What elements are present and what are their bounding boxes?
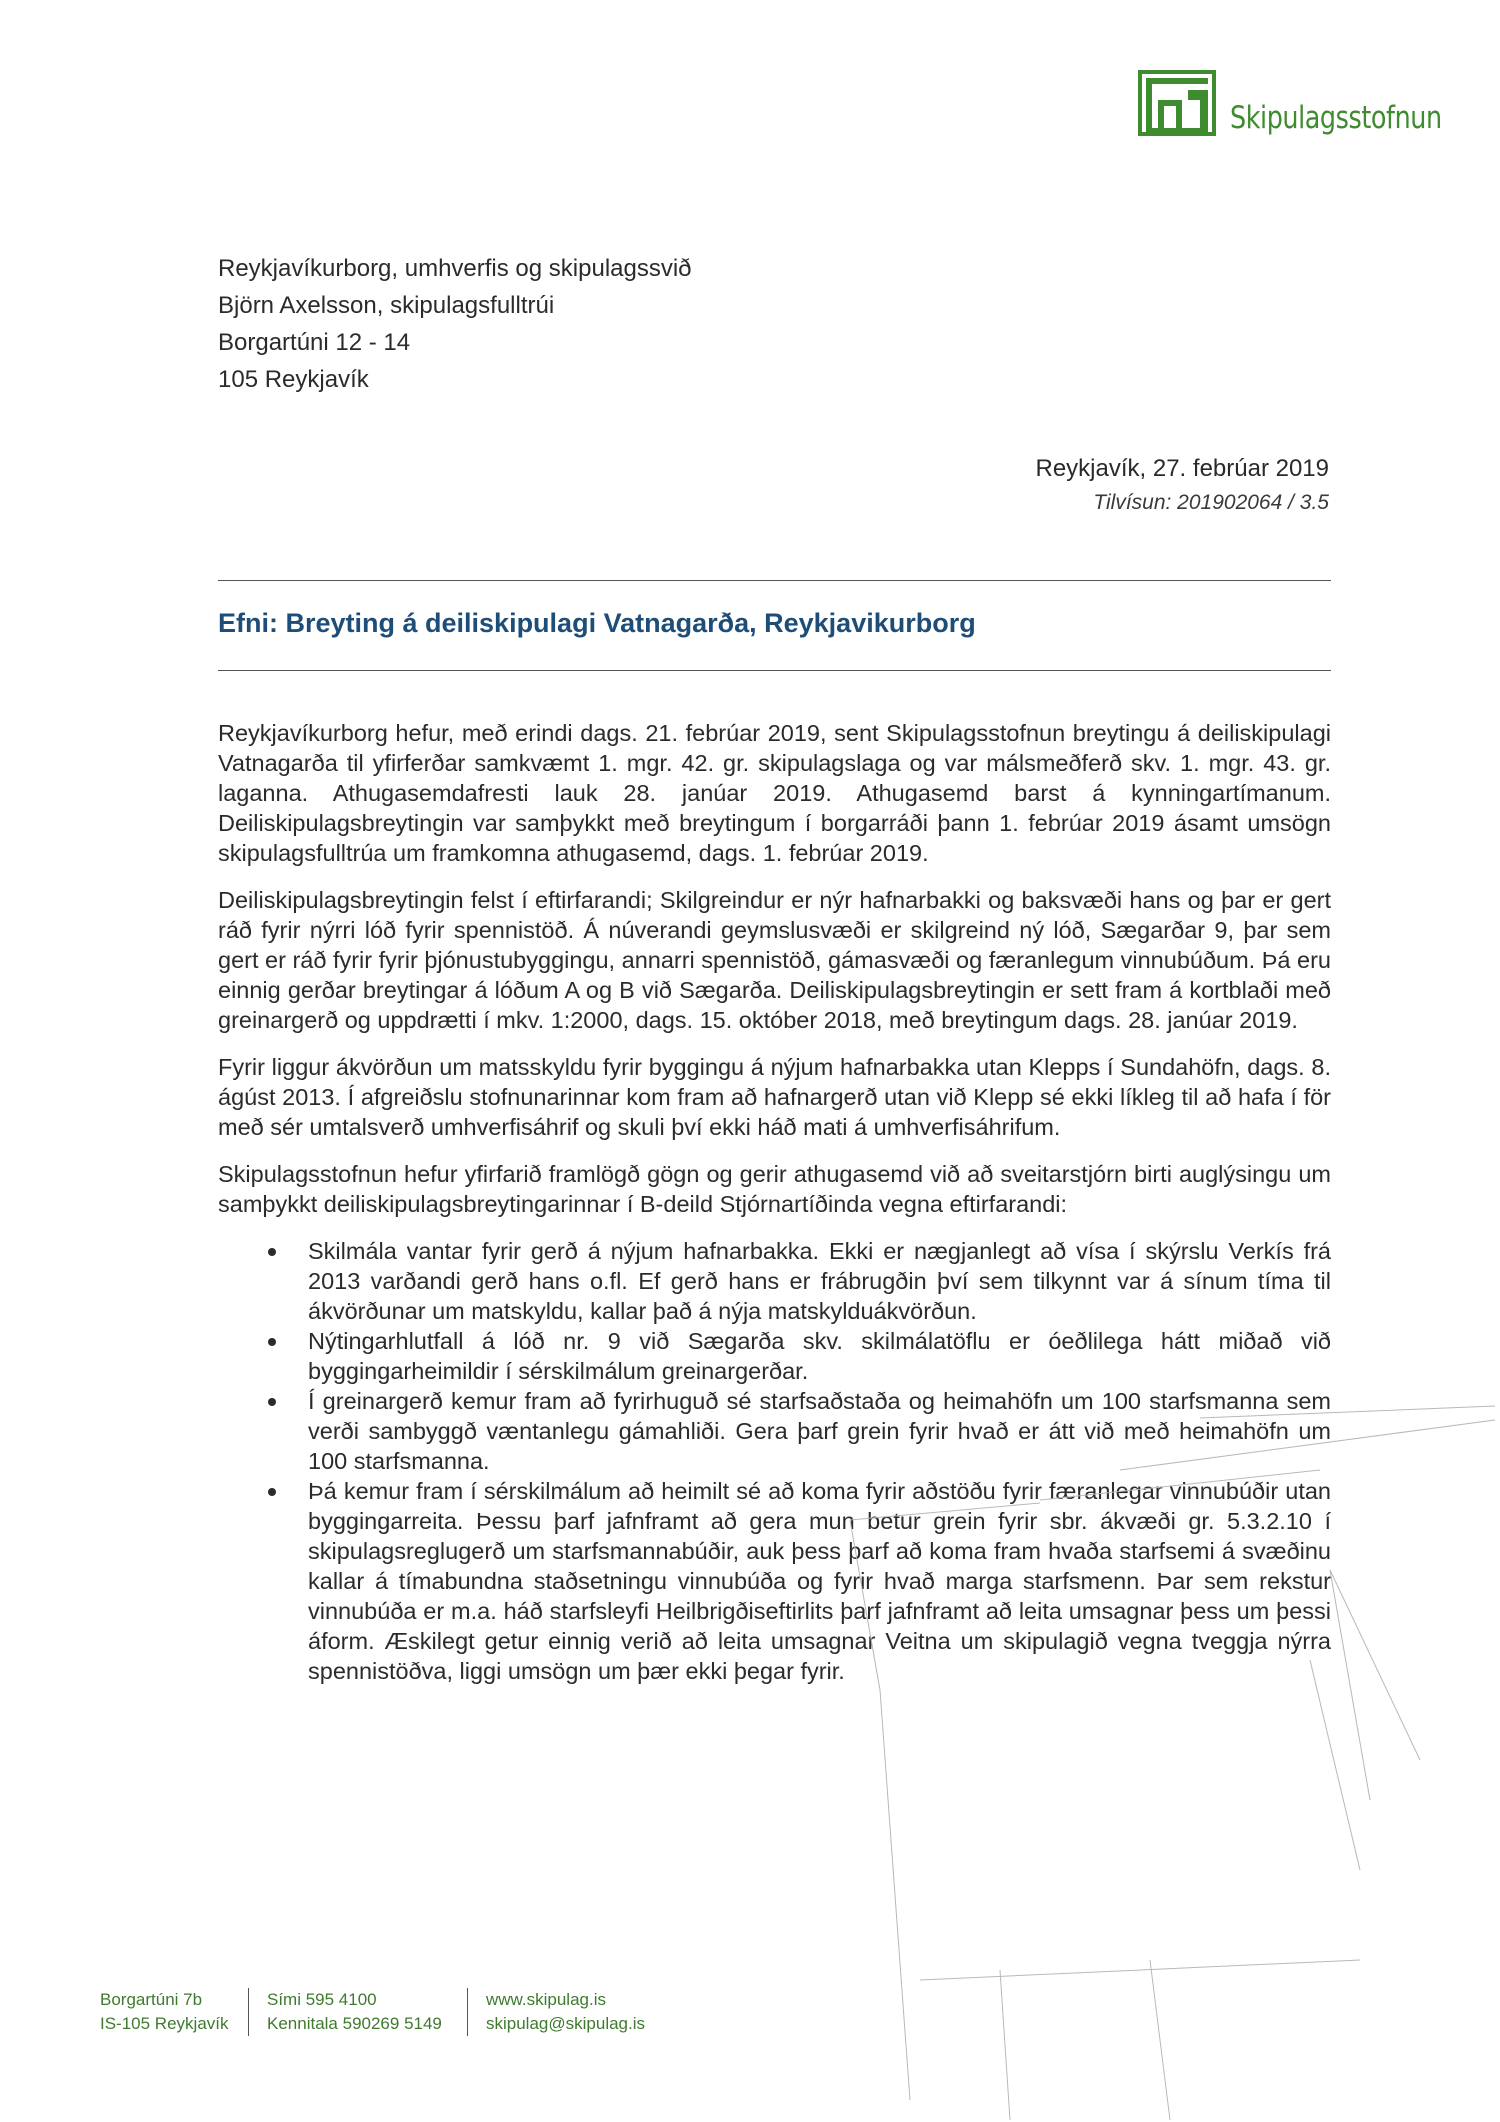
recipient-line: 105 Reykjavík bbox=[218, 366, 369, 393]
footer bbox=[100, 1988, 665, 2036]
footer-web bbox=[467, 1988, 665, 2036]
footer-website-link[interactable]: www.skipulag.is bbox=[486, 1990, 606, 2009]
list-item: Nýtingarhlutfall á lóð nr. 9 við Sægarða skv. skilmálatöflu er óeðlilega hátt miðað við byggingarheimildir í sérskilmálum greinargerðar. bbox=[218, 1326, 1331, 1386]
paragraph: Deiliskipulagsbreytingin felst í eftirfarandi; Skilgreindur er nýr hafnarbakki og baksvæði hans og þar er gert ráð fyrir nýrri lóð fyrir spennistöð. Á núverandi geymslusvæði er skilgreind ný lóð, Sægarðar 9, þar sem gert er ráð fyrir fyrir þjónustubyggingu, annarri spennistöð, gámasvæði og færanlegum vinnubúðum. Þá eru einnig gerðar breytingar á lóðum A og B við Sægarða. Deiliskipulagsbreytingin er sett fram á kortblaði með greinargerð og uppdrætti í mkv. 1:2000, dags. 15. október 2018, með breytingum dags. 28. janúar 2019. bbox=[218, 887, 1331, 1033]
recipient-line: Björn Axelsson, skipulagsfulltrúi bbox=[218, 292, 555, 319]
divider bbox=[218, 580, 1331, 581]
footer-text: IS-105 Reykjavík bbox=[100, 2014, 229, 2033]
letter-body bbox=[218, 718, 1331, 1686]
list-item: Þá kemur fram í sérskilmálum að heimilt sé að koma fyrir aðstöðu fyrir færanlegar vinnubúðir utan byggingarreita. Þessu þarf jafnframt að gera mun betur grein fyrir sbr. ákvæði gr. 5.3.2.10 í skipulagsreglugerð um starfsmannabúðir, auk þess þarf að koma fram hvaða starfsemi á svæðinu kallar á tímabundna staðsetningu vinnubúða og fyrir hvað marga starfsmenn. Þar sem rekstur vinnubúða er m.a. háð starfsleyfi Heilbrigðiseftirlits þarf jafnframt að leita umsagnar þess um þessi áform. Æskilegt getur einnig verið að leita umsagnar Veitna um skipulagið vegna tveggja nýrra spennistöðva, liggi umsögn um þær ekki þegar fyrir. bbox=[218, 1476, 1331, 1686]
recipient-line: Reykjavíkurborg, umhverfis og skipulagssvið bbox=[218, 255, 692, 282]
recipient-line: Borgartúni 12 - 14 bbox=[218, 329, 411, 356]
list-item: Skilmála vantar fyrir gerð á nýjum hafnarbakka. Ekki er nægjanlegt að vísa í skýrslu Verkís frá 2013 varðandi gerð hans o.fl. Ef gerð hans er frábrugðin því sem tilkynnt var á sínum tíma til ákvörðunar um matskyldu, kallar það á nýja matskylduákvörðun. bbox=[218, 1236, 1331, 1326]
objection-list bbox=[218, 1236, 1331, 1686]
footer-phone: Sími 595 4100 bbox=[267, 1990, 377, 2009]
subject-line: Efni: Breyting á deiliskipulagi Vatnagarða, Reykjavikurborg bbox=[218, 608, 976, 638]
footer-text: Borgartúni 7b bbox=[100, 1990, 203, 2009]
paragraph: Reykjavíkurborg hefur, með erindi dags. 21. febrúar 2019, sent Skipulagsstofnun breytingu á deiliskipulagi Vatnagarða til yfirferðar samkvæmt 1. mgr. 42. gr. skipulagslaga og var málsmeðferð skv. 1. mgr. 43. gr. laganna. Athugasemdafresti lauk 28. janúar 2019. Athugasemd barst á kynningartímanum. Deiliskipulagsbreytingin var samþykkt með breytingum í borgarráði þann 1. febrúar 2019 ásamt umsögn skipulagsfulltrúa um framkomna athugasemd, dags. 1. febrúar 2019. bbox=[218, 720, 1331, 866]
footer-id: Kennitala 590269 5149 bbox=[267, 2014, 442, 2033]
divider bbox=[218, 670, 1331, 671]
logo-text: Skipulagsstofnun bbox=[1230, 100, 1442, 136]
reference-number: Tilvísun: 201902064 / 3.5 bbox=[1093, 491, 1329, 514]
footer-address bbox=[100, 1988, 248, 2036]
list-item: Í greinargerð kemur fram að fyrirhuguð sé starfsaðstaða og heimahöfn um 100 starfsmanna sem verði sambyggð væntanlegu gámahliði. Gera þarf grein fyrir hvað er átt við með heimahöfn um 100 starfsmanna. bbox=[218, 1386, 1331, 1476]
logo bbox=[1138, 70, 1488, 136]
recipient-address bbox=[218, 250, 692, 398]
skipulagsstofnun-logo-icon bbox=[1138, 70, 1216, 136]
paragraph: Skipulagsstofnun hefur yfirfarið framlögð gögn og gerir athugasemd við að sveitarstjórn birti auglýsingu um samþykkt deiliskipulagsbreytingarinnar í B-deild Stjórnartíðinda vegna eftirfarandi: bbox=[218, 1161, 1331, 1217]
footer-email-link[interactable]: skipulag@skipulag.is bbox=[486, 2014, 646, 2033]
date-block bbox=[1036, 452, 1330, 520]
footer-contact bbox=[248, 1988, 467, 2036]
paragraph: Fyrir liggur ákvörðun um matsskyldu fyrir byggingu á nýjum hafnarbakka utan Klepps í Sundahöfn, dags. 8. ágúst 2013. Í afgreiðslu stofnunarinnar kom fram að hafnargerð utan við Klepp sé ekki líkleg til að hafa í för með sér umtalsverð umhverfisáhrif og skuli því ekki háð mati á umhverfisáhrifum. bbox=[218, 1054, 1331, 1140]
letter-date: Reykjavík, 27. febrúar 2019 bbox=[1035, 455, 1329, 482]
